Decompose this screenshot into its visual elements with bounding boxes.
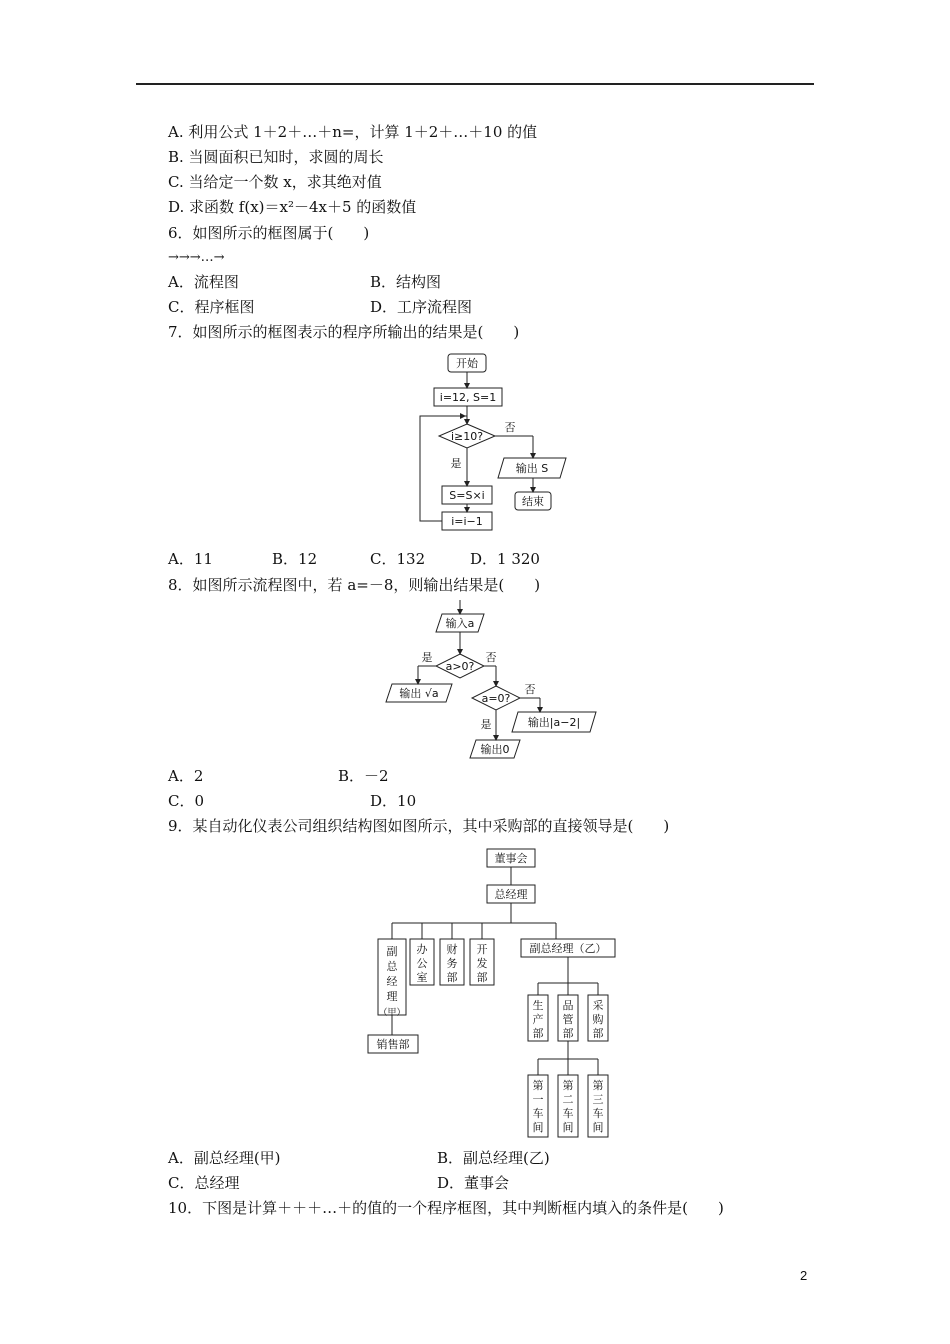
q8-option-d: D．10 — [370, 792, 417, 810]
q7-option-d: D．1 320 — [470, 550, 540, 568]
q7-start-label: 开始 — [456, 357, 478, 370]
q7-condition-label: i≥10? — [450, 430, 484, 443]
q8-condition1-label: a>0? — [445, 660, 475, 673]
q7-stem: 7．如图所示的框图表示的程序所输出的结果是( ) — [168, 323, 520, 341]
org-sales-label: 销售部 — [376, 1038, 410, 1051]
org-ws1-label: 第一车间 — [532, 1079, 544, 1134]
q7-end-label: 结束 — [522, 495, 544, 508]
q7-option-b: B．12 — [272, 550, 318, 568]
q8-output-abs-label: 输出|a−2| — [527, 716, 581, 729]
org-ws2-label: 第二车间 — [562, 1079, 574, 1134]
org-dev-label: 开发部 — [476, 943, 488, 984]
org-quality-label: 品管部 — [562, 999, 574, 1040]
q9-option-a: A．副总经理(甲) — [168, 1149, 281, 1167]
org-vp-a-label: 副总经理（甲） — [378, 945, 406, 1018]
q9-stem: 9．某自动化仪表公司组织结构图如图所示，其中采购部的直接领导是( ) — [168, 817, 670, 835]
q6-option-b: B．结构图 — [370, 273, 442, 291]
q7-option-c: C．132 — [370, 550, 426, 568]
q7-decrement-label: i=i−1 — [451, 515, 483, 528]
org-board-label: 董事会 — [494, 852, 528, 865]
q8-output-zero-label: 输出0 — [480, 743, 510, 756]
q6-option-a: A．流程图 — [168, 273, 239, 291]
q9-option-c: C．总经理 — [168, 1174, 240, 1192]
q6-stem: 6．如图所示的框图属于( ) — [168, 224, 370, 242]
q8-input-label: 输入a — [445, 617, 475, 630]
q7-option-a: A．11 — [168, 550, 213, 568]
org-vp-b-label: 副总经理（乙） — [529, 942, 607, 955]
header-rule — [136, 83, 814, 85]
q8-condition2-label: a=0? — [481, 692, 511, 705]
q6-arrows: →→→…→ — [168, 250, 225, 265]
org-finance-label: 财务部 — [446, 943, 458, 984]
q9-org-chart — [360, 845, 630, 1140]
q5-option-b: B. 当圆面积已知时，求圆的周长 — [168, 148, 384, 166]
q8-option-a: A．2 — [168, 767, 204, 785]
org-production-label: 生产部 — [532, 999, 544, 1040]
q8-no1-label: 否 — [485, 651, 497, 664]
q8-yes1-label: 是 — [421, 651, 433, 664]
q7-multiply-label: S=S×i — [449, 489, 485, 502]
q5-option-c: C. 当给定一个数 x，求其绝对值 — [168, 173, 382, 191]
q7-no-label: 否 — [504, 421, 516, 434]
q7-output-label: 输出 S — [515, 462, 549, 475]
q9-option-b: B．副总经理(乙) — [437, 1149, 550, 1167]
q8-no2-label: 否 — [524, 683, 536, 696]
org-ws3-label: 第三车间 — [592, 1079, 604, 1134]
page-number: 2 — [800, 1268, 808, 1283]
q8-flowchart — [380, 598, 620, 763]
q10-stem: 10．下图是计算＋＋＋…＋的值的一个程序框图，其中判断框内填入的条件是( ) — [168, 1199, 724, 1217]
org-purchasing-label: 采购部 — [592, 999, 604, 1040]
org-gm-label: 总经理 — [494, 888, 528, 901]
q7-flowchart — [400, 350, 580, 545]
q8-yes2-label: 是 — [480, 718, 492, 731]
org-office-label: 办公室 — [416, 943, 428, 984]
q5-option-d: D. 求函数 f(x)＝x²－4x＋5 的函数值 — [168, 198, 417, 216]
q8-option-b: B．－2 — [338, 767, 389, 785]
q8-stem: 8．如图所示流程图中，若 a=－8，则输出结果是( ) — [168, 576, 541, 594]
q8-output-sqrt-label: 输出 √a — [399, 687, 439, 700]
q9-option-d: D．董事会 — [437, 1174, 510, 1192]
q7-yes-label: 是 — [450, 457, 462, 470]
q8-option-c: C．0 — [168, 792, 205, 810]
q6-option-d: D．工序流程图 — [370, 298, 473, 316]
q5-option-a: A. 利用公式 1＋2＋…＋n=，计算 1＋2＋…＋10 的值 — [168, 123, 538, 141]
q6-option-c: C．程序框图 — [168, 298, 255, 316]
q7-init-label: i=12, S=1 — [439, 391, 497, 404]
